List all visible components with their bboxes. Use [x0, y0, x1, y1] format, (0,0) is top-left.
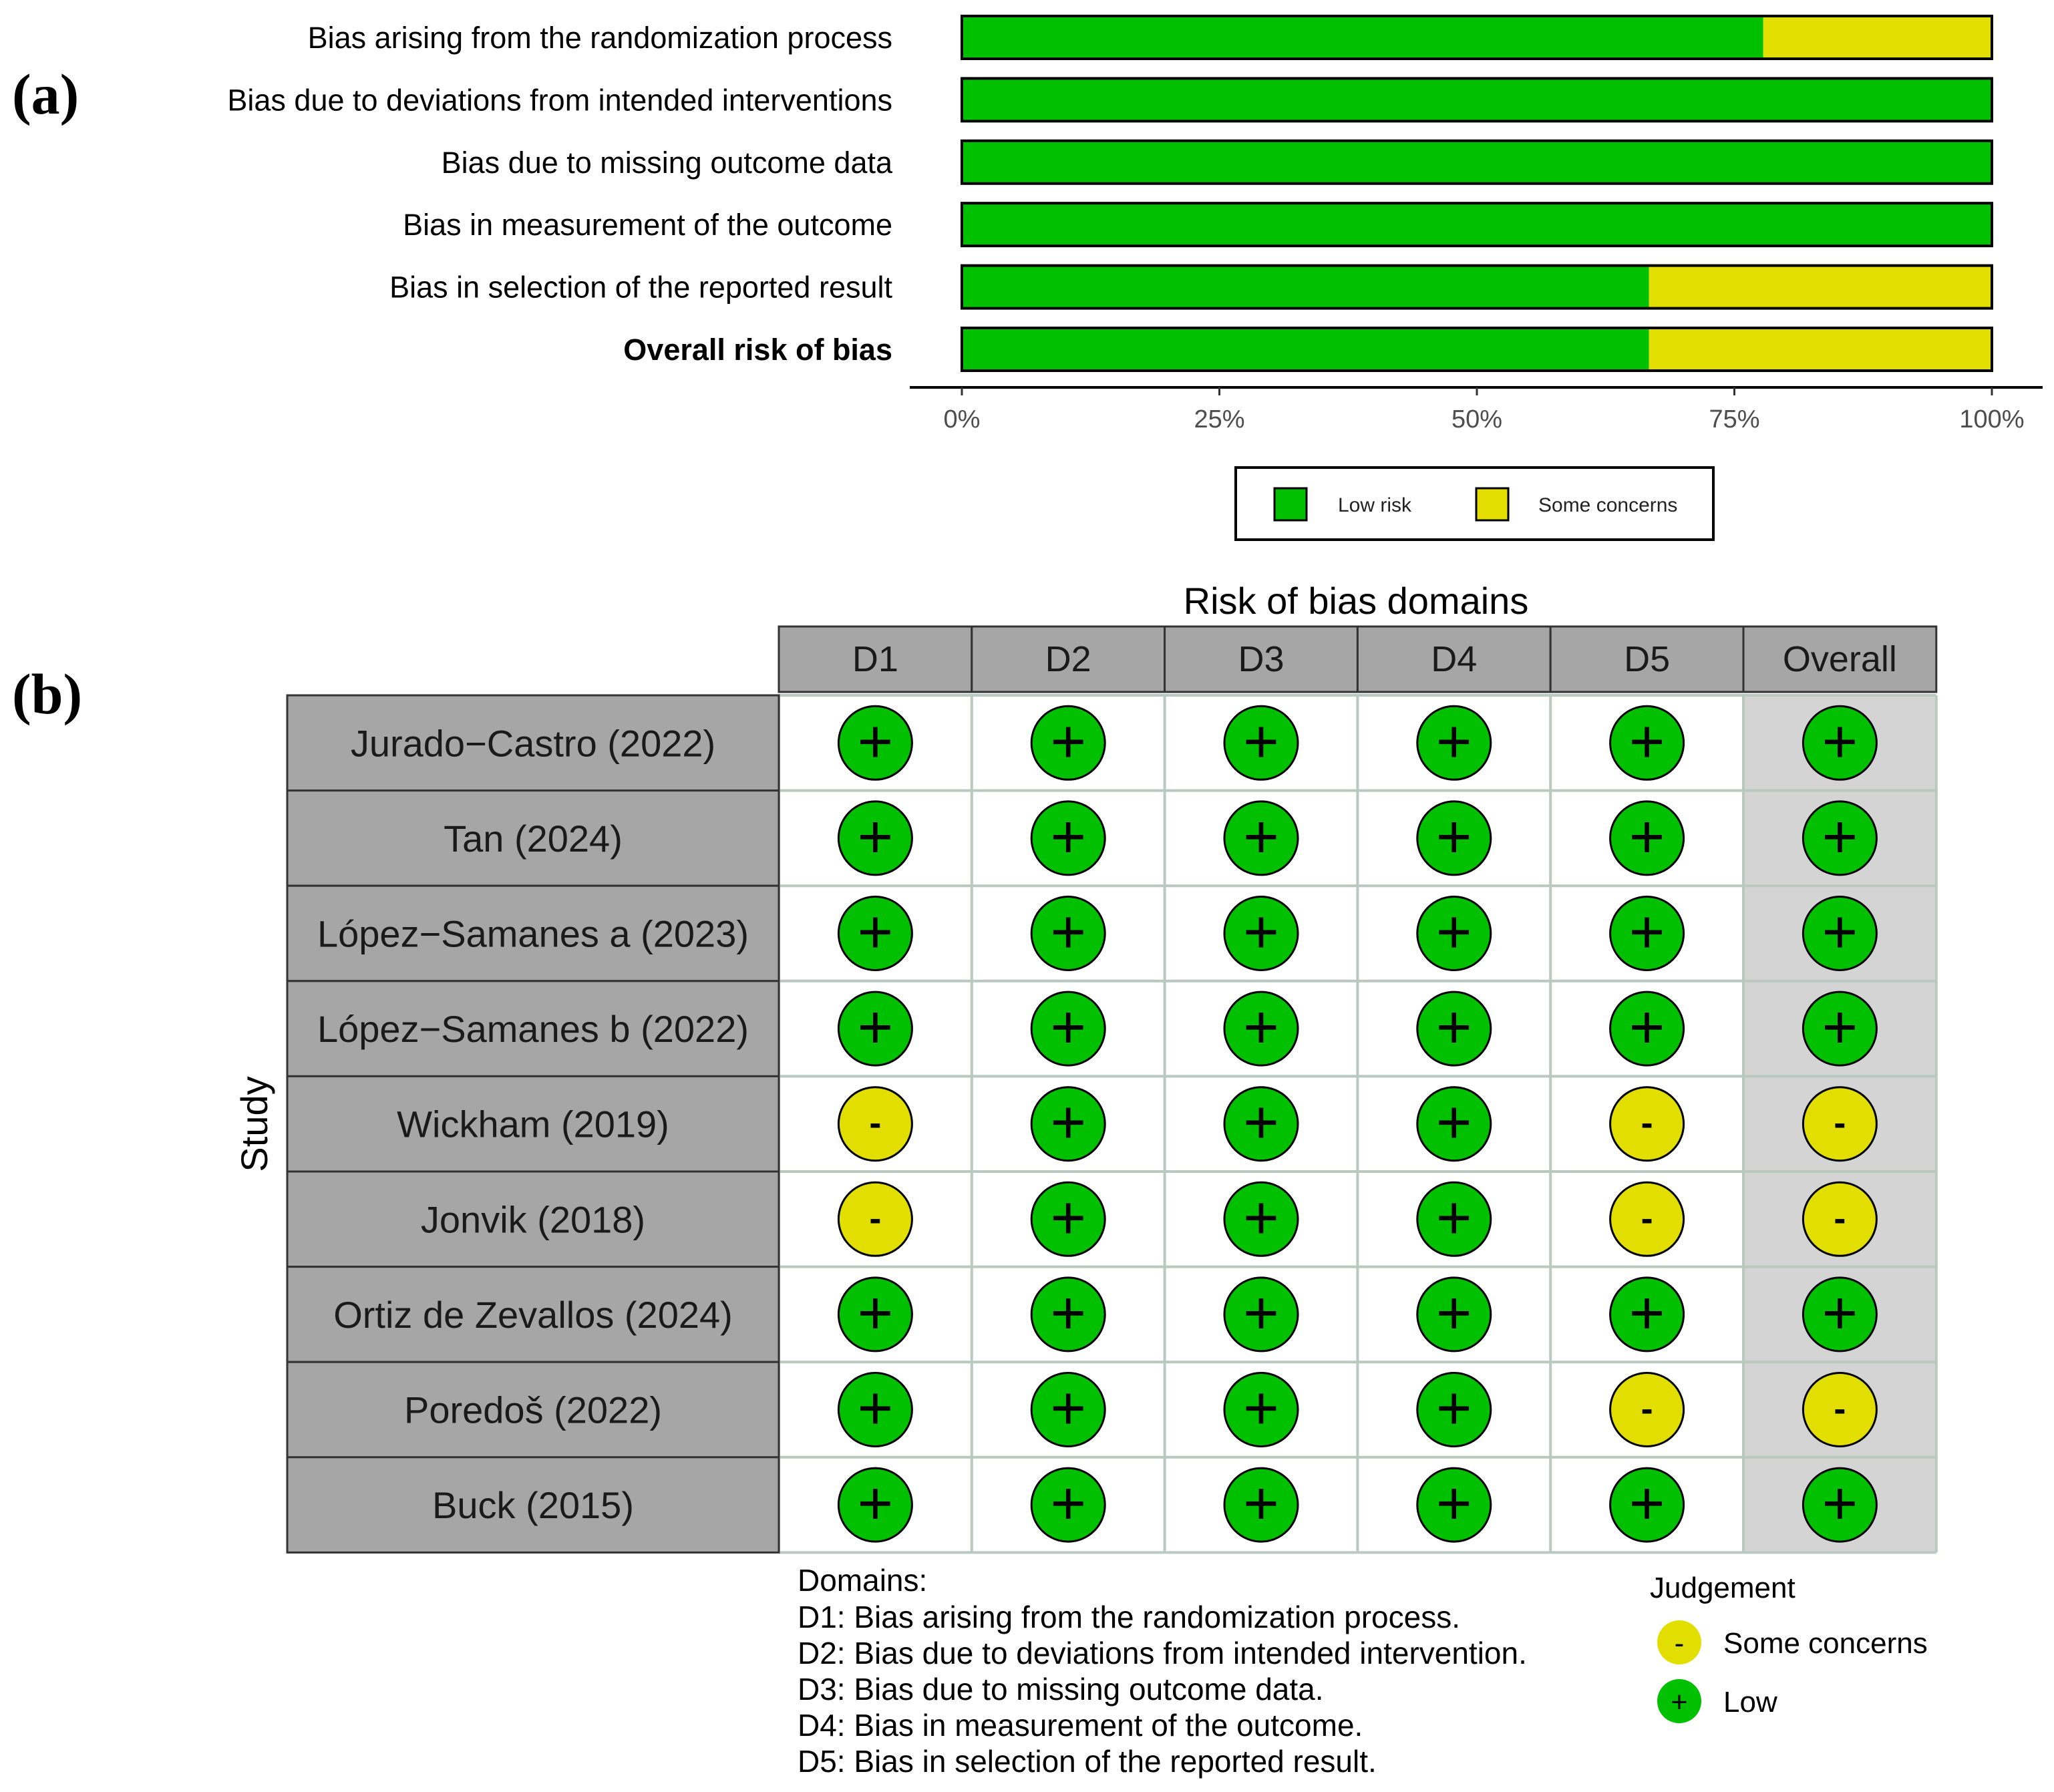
- domain-note-d2: D2: Bias due to deviations from intended intervention.: [798, 1636, 1527, 1670]
- plus-icon: +: [1243, 898, 1279, 966]
- plus-icon: +: [857, 1374, 894, 1443]
- domains-header: Risk of bias domains: [1183, 580, 1529, 622]
- plus-icon: +: [1629, 802, 1665, 871]
- legend-label-low-risk: Low risk: [1338, 494, 1412, 516]
- column-header-d2: D2: [1045, 639, 1091, 679]
- column-header-d1: D1: [852, 639, 898, 679]
- plus-icon: +: [1435, 1184, 1472, 1252]
- column-header-d5: D5: [1624, 639, 1671, 679]
- legend-label-some-concerns: Some concerns: [1538, 494, 1678, 516]
- plus-icon: +: [1050, 993, 1087, 1062]
- legend-swatch-some-concerns: [1476, 488, 1508, 520]
- study-label-poredos-2022: Poredoš (2022): [403, 1389, 663, 1431]
- x-axis: [910, 387, 2043, 433]
- plus-icon: +: [1050, 898, 1087, 966]
- plus-icon: +: [1629, 707, 1665, 776]
- legend-swatch-low-risk: [1274, 488, 1307, 520]
- plus-icon: +: [1243, 1088, 1279, 1157]
- minus-icon: -: [1834, 1198, 1846, 1239]
- category-label-overall-risk-of-bias: Overall risk of bias: [623, 333, 892, 367]
- minus-icon: -: [1834, 1103, 1846, 1143]
- plus-icon: +: [1435, 707, 1472, 776]
- study-label-tan-2024: Tan (2024): [444, 817, 623, 860]
- plus-icon: +: [1435, 802, 1472, 871]
- bar-some-concerns-overall-risk-of-bias: [1649, 328, 1992, 371]
- domain-note-d5: D5: Bias in selection of the reported result.: [798, 1744, 1377, 1779]
- plus-icon: +: [1050, 707, 1087, 776]
- bar-some-concerns-bias-arising-from-the-randomization-process: [1763, 16, 1992, 59]
- domain-note-d3: D3: Bias due to missing outcome data.: [798, 1672, 1324, 1707]
- category-label-bias-arising-from-the-randomization-process: Bias arising from the randomization process: [307, 21, 892, 55]
- plus-icon: +: [1050, 1088, 1087, 1157]
- bar-low-risk-bias-due-to-missing-outcome-data: [962, 141, 1992, 184]
- study-label-lopez-samanes-b-2022: López−Samanes b (2022): [317, 1008, 749, 1051]
- judgement-low-label: Low: [1723, 1686, 1777, 1719]
- plus-icon: +: [1243, 707, 1279, 776]
- category-label-bias-due-to-deviations-from-intended-interventions: Bias due to deviations from intended interventions: [227, 83, 892, 118]
- panel-b-label: (b): [12, 662, 83, 726]
- plus-icon: +: [857, 993, 894, 1062]
- minus-icon: -: [869, 1103, 882, 1143]
- domain-note-d4: D4: Bias in measurement of the outcome.: [798, 1708, 1363, 1743]
- plus-icon: +: [1629, 993, 1665, 1062]
- column-header-d4: D4: [1431, 639, 1478, 679]
- plus-icon: +: [1671, 1686, 1688, 1719]
- category-label-bias-due-to-missing-outcome-data: Bias due to missing outcome data: [441, 145, 892, 180]
- study-label-jonvik-2018: Jonvik (2018): [420, 1198, 646, 1241]
- plus-icon: +: [1822, 993, 1858, 1062]
- plus-icon: +: [1435, 898, 1472, 966]
- category-label-bias-in-selection-of-the-reported-result: Bias in selection of the reported result: [389, 270, 892, 305]
- x-tick-label-1: 0%: [943, 405, 981, 433]
- study-label-lopez-samanes-a-2023: López−Samanes a (2023): [317, 912, 749, 955]
- bar-low-risk-bias-arising-from-the-randomization-process: [962, 16, 1763, 59]
- x-tick-label-5: 100%: [1959, 405, 2025, 433]
- stacked-bar-chart: [227, 16, 1992, 371]
- y-axis-label-study: Study: [233, 1076, 275, 1172]
- plus-icon: +: [857, 1469, 894, 1538]
- risk-of-bias-grid: [287, 626, 1936, 1552]
- domains-heading: Domains:: [798, 1563, 928, 1598]
- column-header-d3: D3: [1238, 639, 1285, 679]
- judgement-some-concerns-label: Some concerns: [1723, 1627, 1928, 1660]
- domain-notes: [798, 1563, 1527, 1779]
- study-label-ortiz-de-zevallos-2024: Ortiz de Zevallos (2024): [333, 1293, 733, 1336]
- minus-icon: -: [1641, 1389, 1653, 1429]
- plus-icon: +: [1050, 1469, 1087, 1538]
- plus-icon: +: [857, 1278, 894, 1347]
- legend: [1236, 468, 1713, 540]
- plus-icon: +: [1050, 802, 1087, 871]
- plus-icon: +: [1243, 802, 1279, 871]
- plus-icon: +: [1435, 1374, 1472, 1443]
- minus-icon: -: [869, 1198, 882, 1239]
- x-tick-label-3: 50%: [1451, 405, 1503, 433]
- category-label-bias-in-measurement-of-the-outcome: Bias in measurement of the outcome: [403, 208, 892, 242]
- minus-icon: -: [1674, 1627, 1685, 1660]
- plus-icon: +: [1822, 898, 1858, 966]
- bar-low-risk-bias-due-to-deviations-from-intended-interventions: [962, 78, 1992, 121]
- minus-icon: -: [1641, 1103, 1653, 1143]
- plus-icon: +: [1243, 1469, 1279, 1538]
- plus-icon: +: [1822, 707, 1858, 776]
- column-header-overall: Overall: [1782, 639, 1897, 679]
- plus-icon: +: [1243, 1374, 1279, 1443]
- panel-a: [12, 16, 2043, 540]
- plus-icon: +: [1822, 802, 1858, 871]
- plus-icon: +: [1435, 1469, 1472, 1538]
- plus-icon: +: [1435, 1278, 1472, 1347]
- study-label-jurado-castro-2022: Jurado−Castro (2022): [350, 722, 716, 765]
- panel-a-label: (a): [12, 62, 79, 126]
- judgement-title: Judgement: [1650, 1572, 1795, 1604]
- plus-icon: +: [1629, 1469, 1665, 1538]
- plus-icon: +: [1822, 1469, 1858, 1538]
- plus-icon: +: [1243, 1184, 1279, 1252]
- plus-icon: +: [1435, 1088, 1472, 1157]
- study-label-wickham-2019: Wickham (2019): [397, 1103, 669, 1145]
- plus-icon: +: [1629, 1278, 1665, 1347]
- bar-low-risk-bias-in-measurement-of-the-outcome: [962, 203, 1992, 246]
- plus-icon: +: [857, 898, 894, 966]
- panel-b: [12, 580, 1936, 1779]
- plus-icon: +: [1050, 1184, 1087, 1252]
- plus-icon: +: [1243, 1278, 1279, 1347]
- domain-note-d1: D1: Bias arising from the randomization process.: [798, 1600, 1460, 1634]
- plus-icon: +: [1243, 993, 1279, 1062]
- judgement-legend: [1650, 1572, 1928, 1723]
- study-label-buck-2015: Buck (2015): [432, 1484, 634, 1527]
- minus-icon: -: [1834, 1389, 1846, 1429]
- bar-low-risk-bias-in-selection-of-the-reported-result: [962, 266, 1649, 309]
- plus-icon: +: [1435, 993, 1472, 1062]
- bar-low-risk-overall-risk-of-bias: [962, 328, 1649, 371]
- plus-icon: +: [1629, 898, 1665, 966]
- plus-icon: +: [1050, 1374, 1087, 1443]
- x-tick-label-4: 75%: [1709, 405, 1760, 433]
- plus-icon: +: [1822, 1278, 1858, 1347]
- plus-icon: +: [1050, 1278, 1087, 1347]
- plus-icon: +: [857, 707, 894, 776]
- bar-some-concerns-bias-in-selection-of-the-reported-result: [1649, 266, 1992, 309]
- plus-icon: +: [857, 802, 894, 871]
- x-tick-label-2: 25%: [1194, 405, 1245, 433]
- minus-icon: -: [1641, 1198, 1653, 1239]
